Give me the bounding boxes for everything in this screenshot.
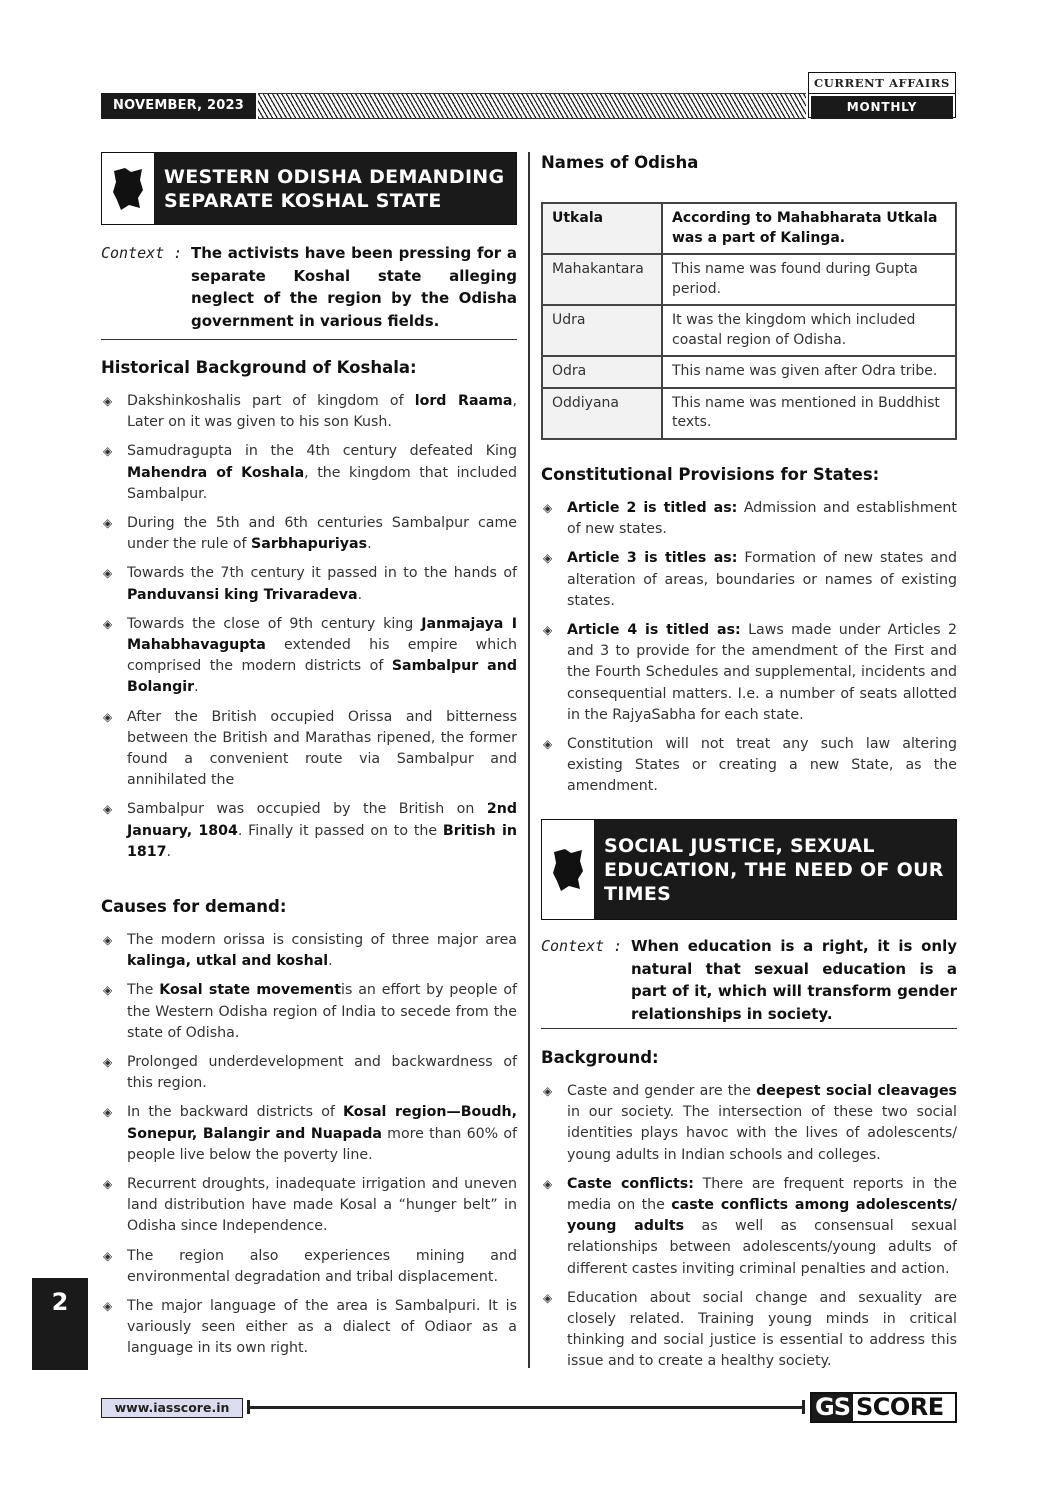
context-block	[101, 242, 517, 340]
description-cell: It was the kingdom which included coastal region of Odisha.	[662, 305, 956, 356]
diamond-bullet-icon: ◈	[543, 1084, 553, 1098]
gs-score-logo	[810, 1392, 957, 1423]
table-row	[542, 356, 956, 388]
constitutional-heading: Constitutional Provisions for States:	[541, 465, 880, 484]
description-cell: According to Mahabharata Utkala was a part of Kalinga.	[662, 203, 956, 254]
diamond-bullet-icon: ◈	[103, 616, 113, 631]
diamond-bullet-icon: ◈	[543, 623, 553, 638]
text: .	[367, 536, 372, 553]
list-item	[541, 734, 957, 798]
context-label: Context :	[101, 244, 183, 262]
header-hatch-band	[258, 93, 806, 119]
list-item	[101, 799, 517, 863]
name-cell: Mahakantara	[542, 254, 662, 305]
section-title-text: SOCIAL JUSTICE, SEXUAL EDUCATION, THE NEED OF OUR TIMES	[594, 820, 956, 919]
name-cell: Oddiyana	[542, 388, 662, 439]
bold-text: Sambalpur and Bolangir	[127, 658, 517, 696]
text: After the British occupied Orissa and bitterness between the British and Marathas ripened, the former found a convenient route via Sambalpur and annihilated the	[127, 708, 517, 789]
footer-rule-end	[247, 1400, 250, 1414]
name-cell: Udra	[542, 305, 662, 356]
text: .	[357, 586, 363, 603]
names-heading: Names of Odisha	[541, 153, 699, 172]
footer-rule	[247, 1406, 805, 1409]
names-table	[541, 202, 957, 440]
list-item	[101, 441, 517, 505]
text: Admission and establishment of new states.	[567, 500, 957, 538]
causes-list	[101, 930, 517, 1368]
name-cell: Utkala	[542, 203, 662, 254]
diamond-bullet-icon: ◈	[103, 1248, 113, 1263]
diamond-bullet-icon: ◈	[543, 551, 553, 566]
bold-text: British in 1817	[127, 822, 517, 860]
diamond-bullet-icon: ◈	[103, 983, 113, 998]
list-item	[541, 620, 957, 726]
table-row	[542, 254, 956, 305]
diamond-bullet-icon: ◈	[103, 1299, 113, 1314]
list-item	[541, 1081, 957, 1166]
historical-list	[101, 391, 517, 871]
text: . Finally it passed on to the	[237, 822, 443, 839]
list-item	[101, 614, 517, 699]
background-list	[541, 1081, 957, 1381]
text: During the 5th and 6th centuries Sambalpur came under the rule of	[127, 515, 517, 553]
table-row	[542, 388, 956, 439]
diamond-bullet-icon: ◈	[103, 709, 113, 724]
text: is an effort by people of the Western Odisha region of India to secede from the state of Odisha.	[127, 982, 517, 1041]
bold-text: Sarbhapuriyas	[251, 536, 368, 553]
text: Education about social change and sexuality are closely related. Training young minds in critical thinking and social justice is essential to address this issue and to create a healthy society.	[567, 1289, 957, 1370]
text: , the kingdom that included Sambalpur.	[127, 464, 517, 502]
bold-text: Article 2 is titled as:	[567, 500, 738, 516]
current-affairs-badge	[808, 72, 956, 118]
list-item	[101, 980, 517, 1044]
description-cell: This name was found during Gupta period.	[662, 254, 956, 305]
context-text: When education is a right, it is only natural that sexual education is a part of it, which will transform gender relationships in society.	[631, 937, 957, 1023]
name-cell: Odra	[542, 356, 662, 388]
bold-text: caste conflicts among adolescents/ young adults	[567, 1197, 957, 1235]
text: in our society. The intersection of these two social identities plays havoc with the lives of adolescents/ young adults in Indian schools and colleges.	[567, 1104, 957, 1163]
section-title-social-justice	[541, 819, 957, 920]
section-title-text: WESTERN ODISHA DEMANDING SEPARATE KOSHAL STATE	[154, 153, 516, 224]
causes-heading: Causes for demand:	[101, 897, 287, 916]
diamond-bullet-icon: ◈	[103, 1105, 113, 1120]
text: Sambalpur was occupied by the British on	[127, 801, 487, 818]
text: In the backward districts of	[127, 1104, 344, 1121]
diamond-bullet-icon: ◈	[543, 501, 553, 515]
constitutional-list	[541, 498, 957, 806]
diamond-bullet-icon: ◈	[103, 516, 113, 531]
diamond-bullet-icon: ◈	[103, 802, 113, 817]
bold-text: Kosal region—Boudh, Sonepur, Balangir and Nuapada	[127, 1104, 518, 1142]
text: Formation of new states and alteration of areas, boundaries or names of existing states.	[567, 550, 957, 609]
text: .	[194, 679, 199, 696]
background-heading: Background:	[541, 1048, 659, 1067]
column-divider	[528, 152, 530, 1368]
text: .	[328, 953, 333, 970]
bold-text: Article 3 is titles as:	[567, 550, 738, 567]
issue-date: NOVEMBER, 2023	[101, 93, 256, 119]
context-block	[541, 935, 957, 1029]
text: Constitution will not treat any such law altering existing States or creating a new State, as the amendment.	[567, 736, 957, 795]
text: as well as consensual sexual relationships between adolescents/young adults of different castes inviting criminal penalties and action.	[567, 1218, 957, 1277]
description-cell: This name was mentioned in Buddhist texts.	[662, 388, 956, 439]
list-item	[541, 498, 957, 540]
bold-text: Article 4 is titled as:	[567, 622, 741, 639]
list-item	[101, 1296, 517, 1360]
diamond-bullet-icon: ◈	[103, 1055, 113, 1070]
page-number: 2	[32, 1278, 88, 1370]
odisha-map-icon	[102, 153, 154, 224]
context-text: The activists have been pressing for a separate Koshal state alleging neglect of the region by the Odisha government in various fields.	[191, 244, 517, 330]
text: , Later on it was given to his son Kush.	[127, 393, 517, 431]
diamond-bullet-icon: ◈	[543, 1176, 553, 1191]
text: Towards the 7th century it passed in to the hands of	[127, 565, 517, 582]
list-item	[101, 391, 517, 433]
diamond-bullet-icon: ◈	[103, 1177, 113, 1192]
text: The modern orissa is consisting of three major area	[127, 932, 517, 948]
diamond-bullet-icon: ◈	[103, 933, 113, 947]
bold-text: 2nd January, 1804	[127, 801, 517, 839]
list-item	[101, 707, 517, 792]
bold-text: deepest social cleavages	[756, 1083, 958, 1099]
bold-text: kalinga, utkal and koshal	[127, 953, 329, 970]
list-item	[541, 548, 957, 612]
bold-text: Kosal state movement	[159, 982, 342, 999]
text: more than 60% of people live below the poverty line.	[127, 1125, 517, 1163]
list-item	[101, 1102, 517, 1166]
bold-text: Mahendra of Koshala	[127, 464, 305, 481]
text: Recurrent droughts, inadequate irrigation and uneven land distribution have made Kosal a “hunger belt” in Odisha since Independence.	[127, 1176, 517, 1235]
bold-text: Janmajaya I Mahabhavagupta	[127, 615, 517, 654]
diamond-bullet-icon: ◈	[103, 394, 113, 408]
diamond-bullet-icon: ◈	[103, 566, 113, 581]
list-item	[101, 513, 517, 555]
list-item	[101, 563, 517, 605]
monthly-label: MONTHLY	[811, 96, 953, 119]
text: Towards the close of 9th century king	[127, 615, 422, 632]
diamond-bullet-icon: ◈	[543, 1290, 553, 1305]
list-item	[101, 1246, 517, 1288]
table-row	[542, 305, 956, 356]
text: The major language of the area is Sambalpuri. It is variously seen either as a dialect of Odiaor as a language in its own right.	[127, 1298, 517, 1357]
diamond-bullet-icon: ◈	[543, 737, 553, 752]
logo-gs: GS	[812, 1394, 853, 1421]
text: extended his empire which comprised the modern districts of	[127, 637, 517, 675]
bold-text: Caste conflicts:	[567, 1175, 694, 1192]
historical-heading: Historical Background of Koshala:	[101, 358, 417, 377]
list-item	[101, 1174, 517, 1238]
bold-text: Panduvansi king Trivaradeva	[127, 586, 358, 603]
text: Samudragupta in the 4th century defeated King	[127, 443, 517, 460]
list-item	[541, 1174, 957, 1280]
text: The region also experiences mining and environmental degradation and tribal displacement.	[127, 1247, 517, 1285]
odisha-map-icon	[542, 820, 594, 919]
text: .	[166, 843, 172, 860]
table-row	[542, 203, 956, 254]
logo-score: SCORE	[855, 1393, 944, 1421]
list-item	[101, 1052, 517, 1094]
website-url[interactable]: www.iasscore.in	[101, 1398, 243, 1418]
text: The	[127, 982, 160, 999]
text: Dakshinkoshalis part of kingdom of	[127, 393, 415, 409]
footer-rule-end	[802, 1400, 805, 1414]
text: Caste and gender are the	[567, 1083, 757, 1099]
context-label: Context :	[541, 937, 623, 955]
diamond-bullet-icon: ◈	[103, 444, 113, 459]
list-item	[101, 930, 517, 972]
text: There are frequent reports in the media on the	[567, 1175, 957, 1214]
text: Prolonged underdevelopment and backwardness of this region.	[127, 1054, 517, 1092]
current-affairs-label: CURRENT AFFAIRS	[809, 73, 955, 94]
list-item	[541, 1288, 957, 1373]
description-cell: This name was given after Odra tribe.	[662, 356, 956, 388]
bold-text: lord Raama	[414, 393, 513, 409]
text: Laws made under Articles 2 and 3 to provide for the amendment of the First and the Fourth Schedules and supplemental, incidents and consequential matters. I.e. a number of seats allotted in the RajyaSabha for each state.	[567, 622, 958, 723]
section-title-koshal	[101, 152, 517, 225]
